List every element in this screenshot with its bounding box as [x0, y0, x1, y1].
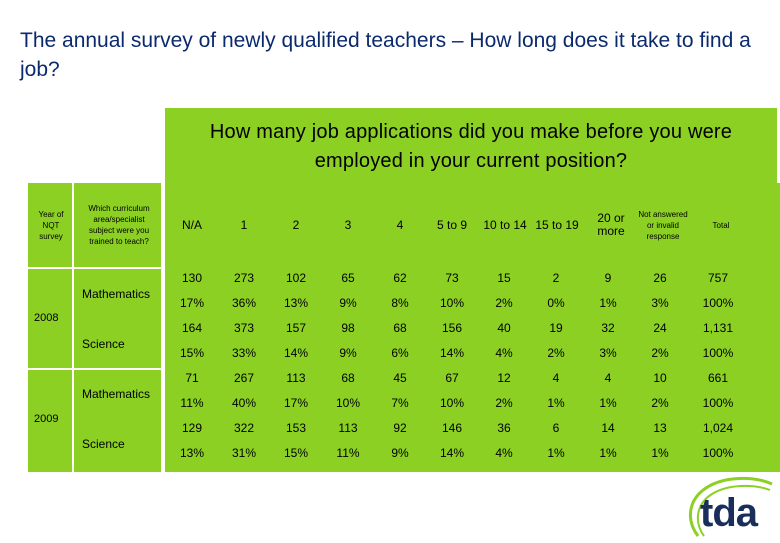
table-cell: 9% — [391, 446, 409, 460]
table-cell: 10% — [439, 396, 465, 410]
table-cell: 2% — [495, 396, 513, 410]
table-cell: 4 — [552, 371, 560, 385]
table-cell: 14% — [439, 446, 465, 460]
table-cell: 156 — [441, 321, 463, 335]
table-cell: 3% — [599, 346, 617, 360]
table-cell: 14 — [601, 421, 615, 435]
table-cell: 36 — [497, 421, 511, 435]
table-cell: 146 — [441, 421, 463, 435]
table-cell: 2 — [552, 271, 560, 285]
tda-logo-text: tda — [700, 491, 757, 535]
table-cell: 1% — [599, 396, 617, 410]
table-cell: 92 — [393, 421, 407, 435]
table-cell: 157 — [285, 321, 307, 335]
table-cell: 100% — [702, 296, 734, 310]
slide-title: The annual survey of newly qualified teachers – How long does it take to find a job? — [20, 29, 751, 81]
table-cell: 9% — [339, 296, 357, 310]
table-cell: 68 — [393, 321, 407, 335]
table-cell: 2% — [651, 396, 669, 410]
header-total: Total — [712, 220, 730, 230]
header-10-14: 10 to 14 — [483, 217, 527, 232]
table-cell: 67 — [445, 371, 459, 385]
table-cell: 73 — [445, 271, 459, 285]
year-2009: 2009 — [34, 413, 59, 425]
table-cell: 2% — [651, 346, 669, 360]
table-cell: 661 — [707, 371, 729, 385]
table-cell: 1% — [547, 446, 565, 460]
header-15-19: 15 to 19 — [535, 217, 579, 232]
table-cell: 100% — [702, 396, 734, 410]
header-year: Year of NQT survey — [38, 209, 64, 241]
header-20-more: 20 or more — [597, 211, 625, 238]
table-cell: 31% — [231, 446, 257, 460]
table-cell: 4% — [495, 346, 513, 360]
table-cell: 1% — [651, 446, 669, 460]
table-cell: 113 — [286, 371, 306, 385]
subject-mathematics-2009: Mathematics — [82, 387, 151, 401]
header-na: N/A — [181, 218, 202, 232]
table-cell: 10% — [335, 396, 361, 410]
table-cell: 8% — [391, 296, 409, 310]
table-cell: 71 — [185, 371, 199, 385]
divider-header-row — [28, 267, 161, 269]
survey-table — [28, 108, 751, 472]
table-cell: 0% — [547, 296, 565, 310]
table-cell: 68 — [341, 371, 355, 385]
table-cell: 1% — [547, 396, 565, 410]
table-cell: 7% — [391, 396, 409, 410]
table-cell: 62 — [393, 271, 407, 285]
table-cell: 1% — [599, 296, 617, 310]
header-1: 1 — [240, 218, 248, 232]
table-cell: 2% — [547, 346, 565, 360]
table-cell: 3% — [651, 296, 669, 310]
divider-year-2009 — [28, 368, 161, 370]
question-heading: How many job applications did you make before you were employed in your current position? — [209, 121, 733, 172]
table-cell: 33% — [231, 346, 257, 360]
table-cell: 15 — [497, 271, 511, 285]
table-body — [28, 183, 780, 472]
table-cell: 14% — [439, 346, 465, 360]
table-cell: 32 — [601, 321, 615, 335]
table-cell: 15% — [179, 346, 205, 360]
divider-after-subject — [161, 183, 165, 472]
table-cell: 130 — [181, 271, 203, 285]
table-cell: 267 — [233, 371, 255, 385]
table-cell: 2% — [495, 296, 513, 310]
table-cell: 164 — [181, 321, 203, 335]
table-cell: 9 — [604, 271, 612, 285]
table-cell: 45 — [393, 371, 407, 385]
table-cell: 19 — [549, 321, 563, 335]
year-2008: 2008 — [34, 312, 59, 324]
header-4: 4 — [396, 218, 404, 232]
subject-science-2008: Science — [82, 337, 125, 351]
table-cell: 100% — [702, 446, 734, 460]
table-cell: 129 — [181, 421, 203, 435]
header-subject: Which curriculum area/specialist subject were you trained to teach? — [88, 204, 150, 246]
table-cell: 98 — [341, 321, 355, 335]
subject-mathematics-2008: Mathematics — [82, 287, 151, 301]
header-5-9: 5 to 9 — [436, 218, 468, 232]
table-cell: 17% — [283, 396, 309, 410]
table-cell: 273 — [233, 271, 255, 285]
header-3: 3 — [344, 218, 352, 232]
table-cell: 65 — [341, 271, 355, 285]
table-cell: 40 — [497, 321, 511, 335]
table-cell: 11% — [336, 446, 360, 460]
table-cell: 322 — [233, 421, 255, 435]
table-cell: 1,024 — [702, 421, 734, 435]
divider-after-year — [72, 183, 74, 472]
table-cell: 12 — [497, 371, 511, 385]
table-cell: 36% — [231, 296, 257, 310]
table-cell: 102 — [285, 271, 307, 285]
table-cell: 24 — [653, 321, 667, 335]
table-cell: 4% — [495, 446, 513, 460]
table-cell: 9% — [339, 346, 357, 360]
table-cell: 11% — [180, 396, 204, 410]
header-not-answered: Not answered or invalid response — [638, 209, 688, 241]
table-cell: 40% — [231, 396, 257, 410]
table-cell: 17% — [179, 296, 205, 310]
table-cell: 10 — [653, 371, 667, 385]
table-cell: 10% — [439, 296, 465, 310]
table-cell: 26 — [653, 271, 667, 285]
table-cell: 1% — [599, 446, 617, 460]
table-cell: 1,131 — [702, 321, 734, 335]
table-cell: 757 — [707, 271, 729, 285]
table-cell: 4 — [604, 371, 612, 385]
table-cell: 15% — [283, 446, 309, 460]
table-cell: 13% — [179, 446, 205, 460]
header-2: 2 — [292, 218, 300, 232]
table-cell: 13% — [283, 296, 309, 310]
table-cell: 113 — [338, 421, 358, 435]
table-cell: 13 — [653, 421, 667, 435]
table-cell: 6 — [552, 421, 560, 435]
table-cell: 6% — [391, 346, 409, 360]
table-cell: 100% — [702, 346, 734, 360]
table-cell: 373 — [233, 321, 255, 335]
table-cell: 14% — [283, 346, 309, 360]
subject-science-2009: Science — [82, 437, 125, 451]
table-cell: 153 — [285, 421, 307, 435]
